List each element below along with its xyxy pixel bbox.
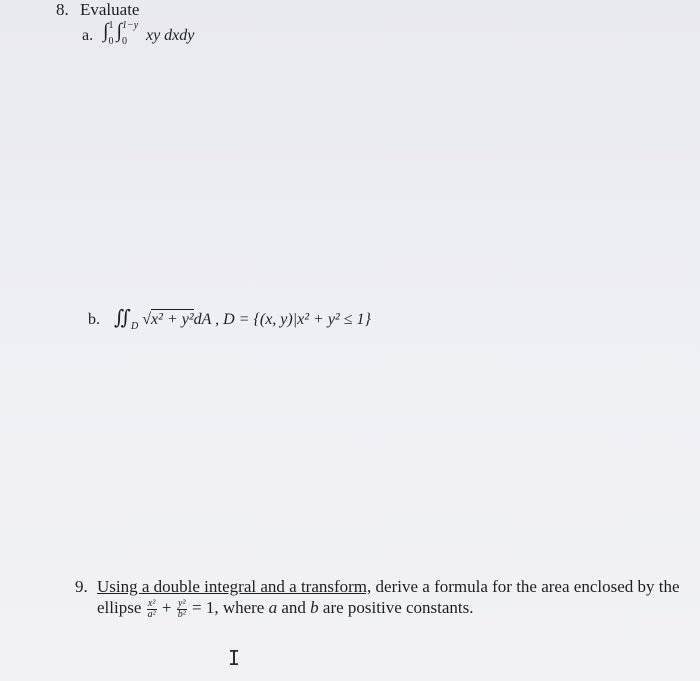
variable-b: b — [310, 598, 319, 617]
part-b-rest: dA , D = {(x, y)|x² + y² ≤ 1} — [193, 311, 371, 328]
q9-line1-rest: derive a formula for the area enclosed by the — [371, 577, 680, 596]
q9-underlined-phrase: Using a double integral and a transform, — [97, 577, 372, 596]
radicand: x² + y² — [151, 311, 194, 328]
fraction-x-over-a: $\frac{\text{x²}}{\text{a²}}$ — [147, 597, 156, 620]
text-cursor-icon: I — [228, 646, 241, 670]
q9-line2-end: are positive constants. — [322, 598, 474, 617]
part-b-label: b. — [88, 311, 100, 328]
inner-upper-limit: 1−y — [121, 20, 139, 31]
question-9-number: 9. — [75, 577, 88, 596]
integral-sign-outer: ∫ — [103, 20, 109, 42]
question-8-title: Evaluate — [80, 0, 140, 19]
outer-lower-limit: 0 — [108, 36, 114, 47]
ellipse-word: ellipse — [97, 598, 142, 617]
question-9-line-2 — [97, 598, 474, 620]
integral-sign-inner: ∫ — [116, 20, 122, 42]
region-subscript: D — [131, 321, 139, 332]
outer-upper-limit: 1 — [108, 20, 114, 31]
inner-lower-limit: 0 — [121, 36, 127, 47]
plus-sign: + — [161, 598, 172, 617]
sqrt-symbol: √ — [142, 311, 152, 328]
part-a-label: a. — [82, 27, 94, 44]
variable-a: a — [268, 598, 278, 617]
part-a-integrand: xy dxdy — [145, 27, 195, 44]
and-word: and — [281, 598, 306, 617]
question-9-line-1 — [97, 577, 680, 597]
equals-one-where: = 1, where — [191, 598, 265, 617]
fraction-y-over-b: $\frac{\text{y²}}{\text{b²}}$ — [177, 597, 186, 620]
question-8-number: 8. — [56, 0, 69, 19]
part-b-expression — [114, 305, 371, 330]
double-integral-sign: ∬ — [114, 307, 132, 329]
part-a-expression — [103, 20, 195, 47]
